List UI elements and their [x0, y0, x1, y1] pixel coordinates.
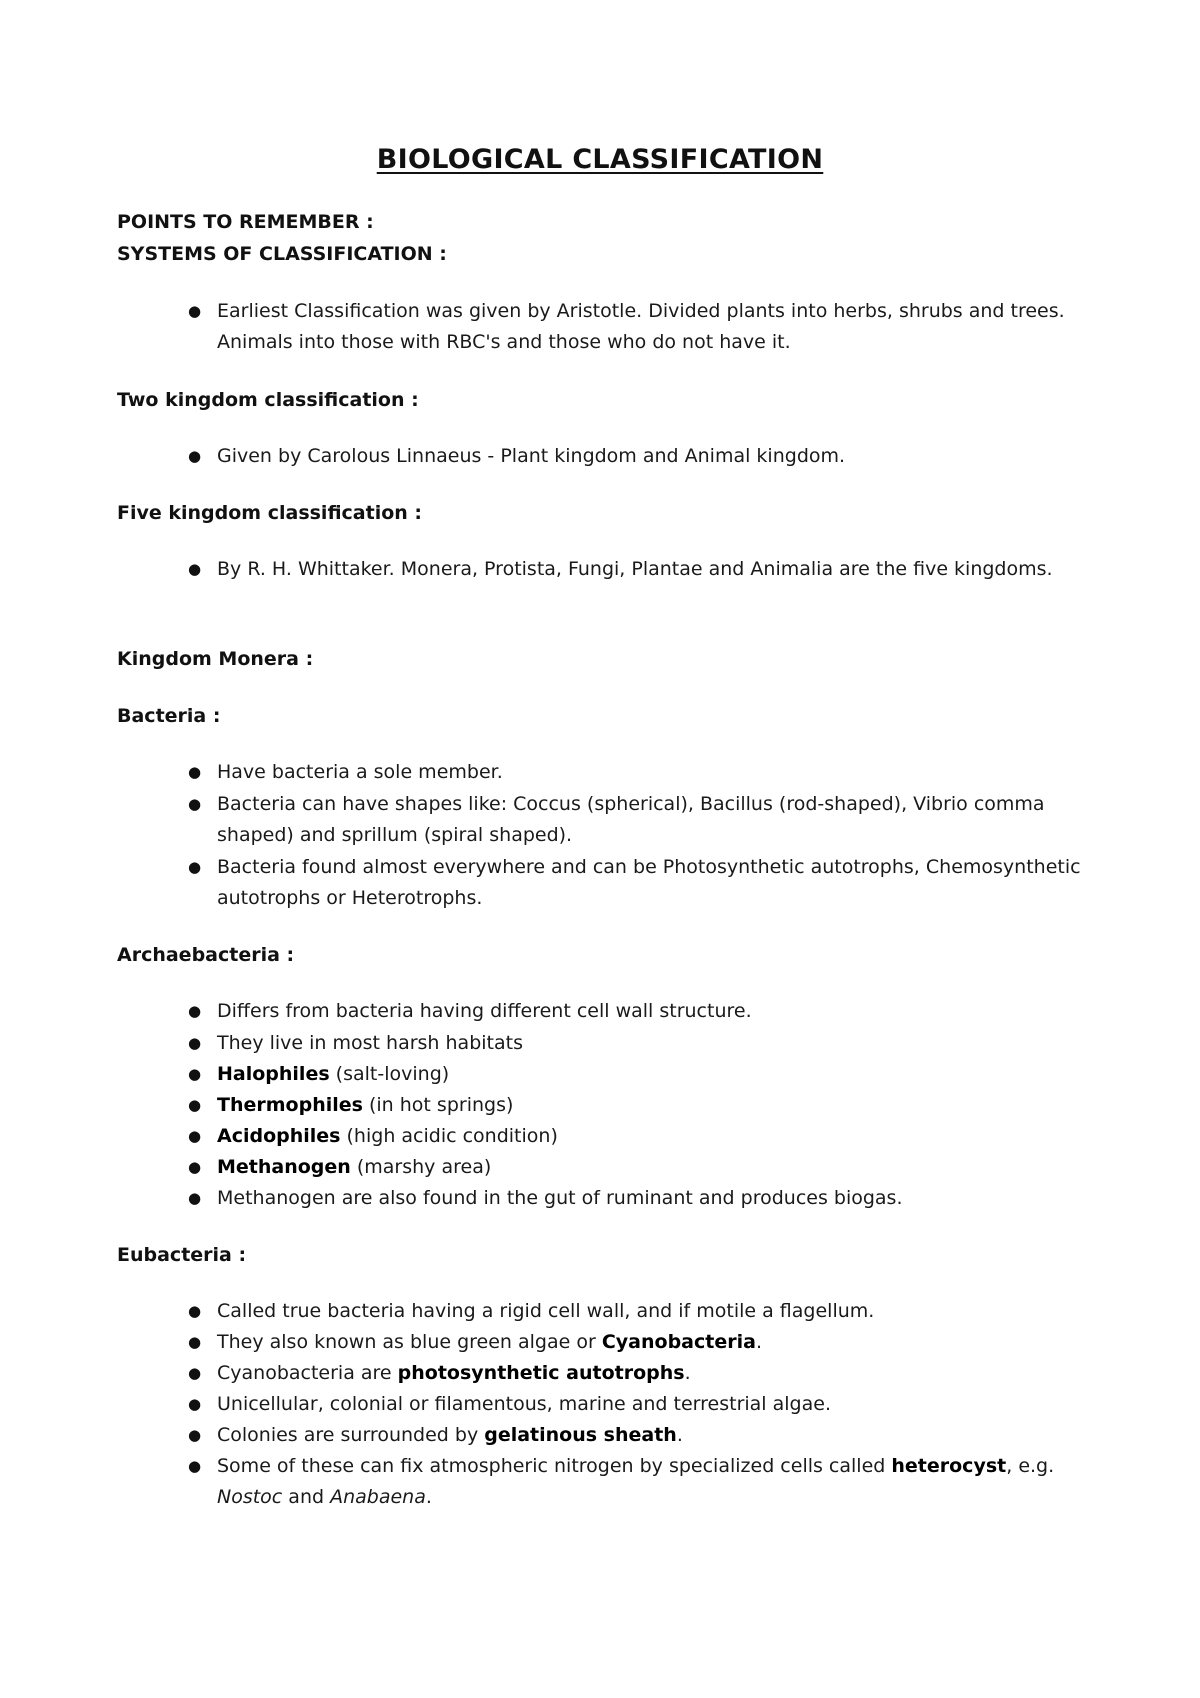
bullet-icon: ● [188, 1065, 202, 1083]
term-bold: Methanogen [217, 1156, 351, 1178]
text-part: . [676, 1424, 683, 1446]
bullet-icon: ● [188, 1426, 202, 1444]
term-bold: Halophiles [217, 1063, 330, 1085]
bullet-icon: ● [188, 1364, 202, 1382]
bullet-icon: ● [188, 1034, 202, 1052]
list-item-text: Bacteria found almost everywhere and can be Photosynthetic autotrophs, Chemosynthetic autotrophs or Heterotrophs. [217, 856, 1081, 909]
text-part: and [282, 1486, 331, 1508]
term-desc: (salt-loving) [329, 1063, 450, 1085]
text-part: , e.g. [1006, 1455, 1055, 1477]
list-item-text: Unicellular, colonial or filamentous, marine and terrestrial algae. [217, 1393, 831, 1415]
term-bold: heterocyst [891, 1455, 1007, 1477]
text-part: They also known as blue green algae or [217, 1331, 602, 1353]
list-item-text: Earliest Classification was given by Aristotle. Divided plants into herbs, shrubs and trees. Animals into those with RBC's and those who do not have it. [217, 300, 1065, 353]
bullet-icon: ● [188, 302, 202, 320]
text-part: Cyanobacteria are [217, 1362, 398, 1384]
heading-archaebacteria: Archaebacteria : [117, 944, 295, 966]
term-bold: Cyanobacteria [601, 1331, 756, 1353]
genus-name: Nostoc [217, 1486, 283, 1508]
list-item [188, 1451, 1097, 1513]
list-item-text: Given by Carolous Linnaeus - Plant kingdom and Animal kingdom. [217, 445, 846, 467]
list-item-text: Methanogen are also found in the gut of ruminant and produces biogas. [217, 1187, 903, 1209]
heading-two-kingdom: Two kingdom classification : [117, 389, 419, 411]
term-desc: (in hot springs) [362, 1094, 514, 1116]
text-part: Colonies are surrounded by [217, 1424, 485, 1446]
list-item [188, 1152, 1097, 1183]
list-item-text [217, 1451, 1097, 1513]
bullet-icon: ● [188, 447, 202, 465]
list-item-text [217, 1090, 1097, 1121]
list-item [188, 1183, 1097, 1214]
bullet-icon: ● [188, 1395, 202, 1413]
list-item-text: Have bacteria a sole member. [217, 761, 503, 783]
list-item [188, 996, 1097, 1027]
text-part: Some of these can fix atmospheric nitrogen by specialized cells called [217, 1455, 892, 1477]
list-item-text [217, 1327, 1097, 1358]
heading-five-kingdom: Five kingdom classification : [117, 502, 423, 524]
genus-name: Anabaena [330, 1486, 426, 1508]
list-item [188, 1028, 1097, 1059]
list-item-text: Differs from bacteria having different cell wall structure. [217, 1000, 752, 1022]
list-item [188, 1121, 1097, 1152]
list-item [188, 852, 1097, 914]
bullet-icon: ● [188, 1333, 202, 1351]
term-bold: gelatinous sheath [484, 1424, 677, 1446]
list-item-text [217, 1420, 1097, 1451]
bullet-icon: ● [188, 1096, 202, 1114]
heading-systems-of-classification: SYSTEMS OF CLASSIFICATION : [117, 243, 447, 265]
list-item-text: Called true bacteria having a rigid cell wall, and if motile a flagellum. [217, 1300, 875, 1322]
list-item-text [217, 1152, 1097, 1183]
bullet-icon: ● [188, 560, 202, 578]
list-item [188, 1059, 1097, 1090]
list-item-text [217, 1121, 1097, 1152]
list-item [188, 789, 1097, 851]
list-item [188, 296, 1097, 358]
bullet-icon: ● [188, 1158, 202, 1176]
heading-bacteria: Bacteria : [117, 705, 221, 727]
list-item-text [217, 1358, 1097, 1389]
list-item [188, 1358, 1097, 1389]
bullet-icon: ● [188, 858, 202, 876]
list-item [188, 757, 1097, 788]
bullet-icon: ● [188, 1189, 202, 1207]
list-item [188, 1090, 1097, 1121]
heading-eubacteria: Eubacteria : [117, 1244, 247, 1266]
term-bold: photosynthetic autotrophs [397, 1362, 685, 1384]
list-item [188, 554, 1097, 585]
list-item [188, 1389, 1097, 1420]
heading-points-to-remember: POINTS TO REMEMBER : [117, 211, 374, 233]
list-item-text [217, 1059, 1097, 1090]
list-item [188, 1420, 1097, 1451]
bullet-icon: ● [188, 763, 202, 781]
list-item [188, 441, 1097, 472]
bullet-icon: ● [188, 1457, 202, 1475]
text-part: . [425, 1486, 432, 1508]
list-item [188, 1327, 1097, 1358]
term-bold: Acidophiles [217, 1125, 341, 1147]
list-item-text: By R. H. Whittaker. Monera, Protista, Fungi, Plantae and Animalia are the five kingdoms. [217, 558, 1053, 580]
text-part: . [755, 1331, 762, 1353]
bullet-icon: ● [188, 1302, 202, 1320]
term-bold: Thermophiles [217, 1094, 363, 1116]
term-desc: (marshy area) [350, 1156, 492, 1178]
list-item [188, 1296, 1097, 1327]
list-item-text: They live in most harsh habitats [217, 1032, 523, 1054]
term-desc: (high acidic condition) [340, 1125, 558, 1147]
bullet-icon: ● [188, 795, 202, 813]
bullet-icon: ● [188, 1127, 202, 1145]
document-title: BIOLOGICAL CLASSIFICATION [376, 144, 824, 175]
list-item-text: Bacteria can have shapes like: Coccus (spherical), Bacillus (rod-shaped), Vibrio comma shaped) and sprillum (spiral shaped). [217, 793, 1045, 846]
text-part: . [684, 1362, 691, 1384]
bullet-icon: ● [188, 1002, 202, 1020]
heading-kingdom-monera: Kingdom Monera : [117, 648, 314, 670]
